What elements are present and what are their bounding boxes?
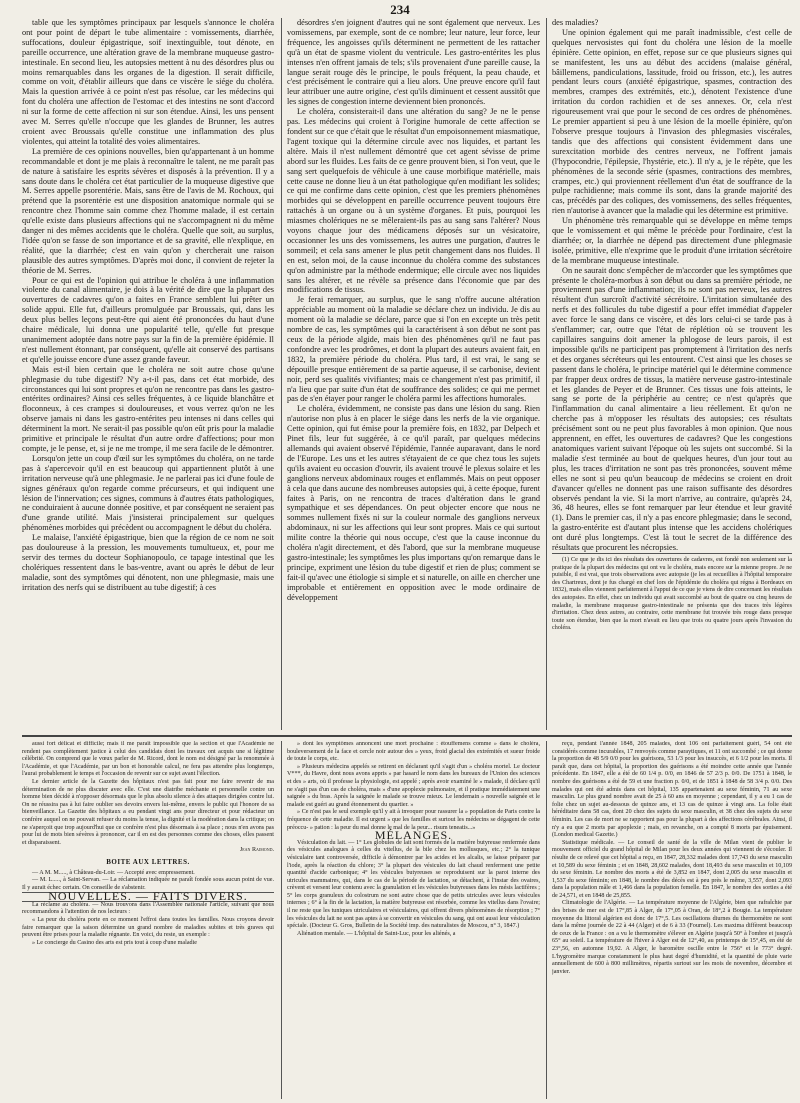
paragraph: Je ferai remarquer, au surplus, que le sang n'offre aucune altération appréciable au moment où la maladie se déclare chez un individu. Je dis au moment où la maladie se déclare, parce que si l'on en excepte un très petit nombre de cas, les symptômes qui la caractérisent à son début ne sont pas ceux de la période algide, mais bien des phénomènes qu'il ne faut pas confondre avec les prodrômes, et dont la plupart des auteurs avaient fait, en 1832, la première période du choléra. Plus tard, il est vrai, le sang se dépouille presque entièrement de sa partie aqueuse, il se carbonise, devient noir, perd ses qualités vivifiantes; mais ce changement n'est pas primitif, il n'a lieu que par suite d'un état de souffrance des solides; ce qui me permet pas de s'en étayer pour ranger le choléra parmi les affections humorales. [287, 295, 540, 404]
author-signature: Jean Raimond. [239, 847, 274, 854]
paragraph: Lorsqu'on jette un coup d'œil sur les symptômes du choléra, on ne tarde pas à s'apercevoir qu'il en est beaucoup qui appartiennent plutôt à une irritation nerveuse qu'à une phlegmasie. Je ne parlerai pas ici d'une foule de signes généraux qu'on regarde comme précurseurs, et qui indiquent une lésion de l'innervation; ces signes, communs à d'autres états pathologiques, ne conduiraient à aucune donnée positive, et par conséquent ne seraient pas d'une grande utilité. Mais j'insisterai principalement sur quelques phénomènes morbides qui précèdent ou accompagnent le début du choléra. [22, 453, 274, 533]
paragraph: Le dernier article de la Gazette des hôpitaux n'est pas fait pour me faire revenir de ma détermination de ne plus discuter avec elle. C'est une diatribe méchante et personnelle contre un homme bien décidé à n'opposer désormais que le plus absolu silence à des attaques dirigées contre lui. On ne réussira pas à lui faire oublier ses devoirs envers lui-même, envers le public qui l'honore de sa bienveillance. La Gazette des hôpitaux a eu pendant vingt ans pour directeur et pour rédacteur un confrère auquel on ne pouvait refuser du moins la tenue, la dignité et la modération dans la critique; on ne s'aperçoit que trop aujourd'hui que ce confrère n'est plus désormais à sa place ; nous n'en avons pas pour lui de mots bien sévères à prononcer, car il en est des personnes comme des choses, elles passent et disparaissent. [22, 778, 274, 846]
paragraph: Une opinion également qui me paraît inadmissible, c'est celle de quelques nervosistes qui font du choléra une lésion de la moelle épinière. Cette opinion, en effet, repose sur ce que plusieurs signes qui se manifestent, les uns au début des accidens (malaise général, bâillemens, pandiculations, lassitude, froid ou frisson, etc.), les autres pendant leurs cours (anxiété épigastrique, spasmes, contraction des membres, crampes des extrémités, etc.), dénotent l'existence d'une irritation du cordon rachidien et de ses annexes. Or, cela n'est rigoureusement vrai que pour le second de ces ordres de phénomènes. Le premier appartient si peu à une lésion de la moelle épinière, qu'on l'observe presque toujours à l'invasion des phlegmasies viscérales, tandis que des affections qui consistent évidemment dans une surexcitation morbide des centres nerveux, ne l'offrent jamais (l'hypocondrie, l'épilepsie, l'hystérie, etc.). Il n'y a, je le répète, que les phénomènes de la seconde série (spasmes, contractions des membres, crampes, etc.) qui proviennent réellement d'un état de souffrance de la pulpe rachidienne; mais comme ils sont, dans la grande majorité des cas, précédés par des coliques, des vomissemens, des selles fréquentes, rien n'autorise à avancer que la maladie qui les détermine est primitive. [552, 27, 792, 216]
paragraph: Le malaise, l'anxiété épigastrique, bien que la région de ce nom ne soit pas douloureuse à la pression, les mouvements tumultueux, et, pour me servir des termes du docteur Sophianopoulo, ce tapage intestinal que les cholériques ressentent dans le bas-ventre, avant ou après le début de leur maladie, sont des symptômes qui dénotent, non une phlegmasie, mais une irritation des nerfs qui se distribuent au tube digestif; à ces [22, 533, 274, 592]
upper-column-1 [22, 18, 274, 728]
section-divider [22, 735, 792, 737]
paragraph: La première de ces opinions nouvelles, bien qu'appartenant à un homme recommandable et dont je me plais à reconnaître le talent, ne me paraît pas de nature à satisfaire les esprits sévères et disposés à la prévention. Il y a sans doute dans le choléra cet état particulier de la muqueuse digestive que M. Serres appelle psorentérie. Mais, sans être de l'avis de M. Rochoux, qui prétend que la psorentérie est une disposition anatomique normale qui se rencontre chez l'homme sain comme chez l'homme malade, il est certain qu'elle existe dans plusieurs affections qui ne s'accompagnent ni du même danger ni des mêmes accidents que le choléra. Quelle que soit, au surplus, l'idée qu'on se fasse de son importance et de sa gravité, elle n'explique, en réalité, que la diarrhée; c'est en vain qu'on y chercherait une raison plausible des autres symptômes. D'après moi donc, il convient de rejeter la théorie de M. Serres. [22, 146, 274, 275]
paragraph: désordres s'en joignent d'autres qui ne sont également que nerveux. Les vomissemens, par exemple, sont de ce nombre; leur nature, leur force, leur fréquence, les angoisses qu'ils déterminent ne permettent de les rattacher qu'à un état de spasme violent du ventricule. Les gastro-entérites les plus intenses n'en offrent jamais de tels; s'ils provenaient d'une pareille cause, la langue serait rouge dès le principe, le pouls fréquent, la peau chaude, et c'est précisément le contraire qui a lieu alors. Une preuve encore qu'il faut leur attribuer une autre origine, c'est qu'ils diminuent et cessent aussitôt que les signes de congestion interne deviennent bien prononcés. [287, 18, 540, 107]
paragraph: Le choléra, évidemment, ne consiste pas dans une lésion du sang. Rien n'autorise non plus à en placer le siége dans les nerfs de la vie organique. Cette opinion, qui fut émise pour la première fois, en 1832, par Delpech et Pinet fils, leur fut suggérée, à ce qu'il paraît, par quelques médecins allemands qui avaient observé l'épidémie, l'année auparavant, dans le nord de l'Europe. Les uns et les autres s'étayaient de ce que chez tous les sujets qu'ils avaient eu occasion d'ouvrir, ils avaient trouvé le plexus solaire et les ganglions nerveux abdominaux rouges et enflammés. Mais on peut opposer à cela que dans aucune des nombreuses autopsies qui, à cette époque, furent faites à Paris, on ne rencontra de traces d'altération dans le grand sympathique et ses dépendances. On peut objecter encore que nous ne sommes nullement fixés ni sur la couleur normale des ganglions nerveux abdominaux, ni sur les affections qui leur sont propres. Mais ce qui surtout milite contre la théorie qui nous occupe, c'est que la cause inconnue du choléra n'agit directement, et dès l'abord, que sur la membrane muqueuse gastro-intestinale; les symptômes les plus importans qu'on remarque dans le principe, expriment une lésion du tube digestif et rien de plus; comment se fait-il qu'avec une étiologie si simple et si naturelle, on aille en chercher une improbable et entièrement en opposition avec le mode ordinaire de développement [287, 404, 540, 602]
paragraph: » dont les symptômes annoncent une mort prochaine : étouffemens comme » dans le choléra, bouleversement de la face et cercle noir autour des » yeux, froid glacial des extrémités et sueur froide de toute le corps, etc. [287, 741, 540, 763]
paragraph: » Le concierge du Casino des arts est pris tout à coup d'une maladie [32, 939, 197, 946]
page-number: 234 [390, 2, 410, 17]
paragraph: Le choléra, consisterait-il dans une altération du sang? Je ne le pense pas. Les médecins qui croient à l'origine humorale de cette affection se fondent sur ce que c'était que le résultat d'un empoisonnement miasmatique, l'agent toxique qui la détermine circule avec nos liquides, et partant les altère. Mais il n'est nullement démontré que cet agent sévisse de prime abord sur les fluides. Les faits de ce genre prouvent bien, si l'on veut, que le sang sert quelquefois de véhicule à une cause morbifique matérielle, mais cette cause ne donne lieu à un état pathologique qu'en modifiant les solides; ce qui me confirme dans cette opinion, c'est que les premiers phénomènes morbides qui se développent en pareille occurrence peuvent toujours être rattachés à un organe ou à un système d'organes. Et puis, pourquoi les miasmes cholériques ne se mêleraient-ils pas au sang sans l'altérer? Nous voyons chaque jour des médicamens déposés sur un vésicatoire, occasionner les uns des vomissemens, les autres une purgation, d'autres le sommeil; et cela sans amener le plus petit changement dans nos fluides. Il en est, selon moi, de la cause inconnue du choléra comme des substances qu'on administre par la méthode endermique; elle circule avec nos liquides sans les altérer, et ne révèle sa présence dans l'économie que par des modifications de tissus. [287, 107, 540, 295]
upper-column-2 [287, 18, 540, 730]
paragraph: Aliénation mentale. — L'hôpital de Saint-Luc, pour les aliénés, a [297, 930, 456, 937]
column-rule [281, 18, 282, 730]
lower-column-1 [22, 741, 274, 1099]
lower-column-3 [552, 741, 792, 1099]
paragraph: aussi fort délicat et difficile; mais il me paraît impossible que la section et que l'Académie ne rendent pas complètement justice à celui des candidats dont les travaux ont acquis une si légitime célébrité. On comprend que le vœux parler de M. Ricord, dont le nom est désigné par la renommée à l'Académie, et que l'Académie, par un bon et honorable calcul, ne fera pas attendre plus longtemps, l'aurai probablement le temps et l'occasion de revenir sur ce sujet avant l'élection. [22, 741, 274, 778]
paragraph: Mais est-il bien certain que le choléra ne soit autre chose qu'une phlegmasie du tube digestif? N'y a-t-il pas, dans cet état morbide, des circonstances qui lui sont propres et qu'on ne rencontre pas dans les gastro-entérites ordinaires? Ainsi ces selles fréquentes, à ce liquide blanchâtre et floconneux, à ces crampes si douloureuses, et vous verrez qu'on ne les observe jamais ni dans les gastro-entérites peu intenses ni dans celles qui déterminent la mort. Ne serait-il pas possible qu'on eût pris pour la maladie primitive et principale le résultat d'un autre ordre d'affections; pour mon compte, je le pense, et, si je ne me trompe, il me sera facile de le démontrer. [22, 364, 274, 453]
paragraph: Pour ce qui est de l'opinion qui attribue le choléra à une inflammation violente du canal alimentaire, je dois à la vérité de dire que la plupart des ouvertures de cadavres qu'on a faites en France semblent lui prêter un solide appui. Elle fut, d'ailleurs promulguée par Broussais, qui, dans les deux plus belles leçons peut-être qui aient été prononcées du haut d'une chaire médicale, lui donna une popularité telle, qu'elle fut presque unanimement adoptée dans notre pays sur la fin de la première épidémie. Il n'est nullement étonnant, par conséquent, qu'elle ait conservé des partisans et qu'elle jouisse encore d'une assez grande faveur. [22, 275, 274, 364]
paragraph: Climatologie de l'Algérie. — La température moyenne de l'Algérie, bien que rafraîchie par des brises de mer est de 17°,85 à Alger, de 17°,05 à Oran, de 18°,2 à Bougie. La température moyenne du littoral algérien est donc de 17°,5. Les oscillations diurnes du thermomètre ne sont dans la même journée de 22 à 44 (Alger) et de 6 à 33 (Fournel). Les maxima diffèrent beaucoup de ceux de la France : on a vu le thermomètre s'élever en Algérie jusqu'à 50° à l'ombre et jusqu'à 65° au soleil. La température de l'hiver à Alger est de 12°,40, au printemps de 15°,45, en été de 23°,56, en automne 19,92. A Alger, le baromètre oscille entre le 756° et le 773° degré. L'hygromètre marque constamment le plus haut degré d'humidité, et la quantité de pluie varie annuellement de 600 à 800 millimètres, répartis surtout sur les mois de novembre, décembre et janvier. [552, 900, 792, 975]
paragraph: La réclame au choléra. — Nous trouvons dans l'Assemblée nationale l'article, suivant que nous recommandons à l'attention de nos lecteurs : [22, 901, 274, 916]
lower-column-2 [287, 741, 540, 1099]
paragraph: » Plusieurs médecins appelés se retirent en déclarant qu'il s'agit d'un » choléra mortel. Le docteur V***, du Havre, dont nous avons appris » par hasard le nom dans les bureaux de l'Union des sciences et des » arts, où il professe la physiologie, est appelé ; après avoir examiné le » malade, il déclare qu'il ne s'agit pas d'un cas de choléra, mais » d'une apoplexie pulmonaire, et il pratique immédiatement une saignée » du bras. Après la saignée le malade se trouve mieux. Le lendemain » nouvelle saignée et le malade est guéri au grand étonnement du quartier. » [287, 763, 540, 808]
paragraph: « La peur du choléra porte en ce moment l'effroi dans toutes les familles. Nous croyons devoir faire remarquer que la saison détermine un grand nombre de maladies subites et très graves qui peuvent être prises pour la maladie régnante. En voici, du reste, un exemple : [22, 917, 274, 939]
section-heading-boite: BOITE AUX LETTRES. [106, 857, 190, 866]
paragraph: des maladies? [552, 18, 599, 27]
section-heading-nouvelles: NOUVELLES. — FAITS DIVERS. [22, 892, 274, 902]
footnote: (1) Ce que je dis ici des résultats des ouvertures de cadavres, est fondé non seulement sur la pratique de la plupart des médecins qui ont vu le choléra, mais encore sur la mienne propre. Je ne puisible, il est vrai, que trois observations avec autopsie (je les ai recueillies à l'hôpital temporaire des Chartreux, dont je fus chargé en chef lors de l'épidémie du choléra qui régna à Bordeaux en 1832), mais elles viennent parfaitement à l'appui de ce que je viens de dire concernant les résultats des autopsies. En effet, chez un individu qui avait succombé au bout de quatre ou cinq heures de maladie, la membrane muqueuse gastro-intestinale ne présenta que des traces très légères d'irritation. Chez deux autres, au contraire, cette membrane fut trouvée très rouge dans presque toute son étendue, bien que la mort n'avait eu lieu que trois ou quatre jours après l'invasion du choléra. [552, 553, 792, 633]
column-rule [281, 741, 282, 1099]
column-rule [546, 741, 547, 1099]
paragraph: » Ce n'est pas le seul exemple qu'il y ait à invoquer pour rassurer la » population de Paris contre la fréquence de cette maladie. Il est urgent » que les familles et surtout les médecins se dégagent de cette préoccu- » pation : la peur du mal donne le mal de la peur... risum teneatis...» [287, 809, 540, 831]
paragraph: — A M. M....., à Château-du-Loir. — Accepté avec empressement. [32, 869, 195, 876]
paragraph: table que les symptômes principaux par lesquels s'annonce le choléra ont pour point de départ le tube alimentaire : vomissements, diarrhée, suffocations, douleur épigastrique, soif inextinguible, tout dénote, en pareille occurrence, une altération grave de la membrane muqueuse gastro-intestinale. En second lieu, les autopsies mettent à nu des désordres plus ou moins remarquables dans les organes de la digestion. Il serait difficile, comme on voit, d'établir ailleurs que dans ce viscère le siége du choléra. Mais la question arrivée à ce point n'est pas résolue, car les médecins qui font du choléra une affection de l'estomac et des intestins ne sont d'accord ni sur la forme de cette affection ni sur son étendue. Ainsi, les uns pensent avec M. Serres qu'elle n'occupe que les glandes de Brunner, les autres croient avec Broussais qu'elle constitue une inflammation des plus violentes, qui atteint la totalité des voies alimentaires. [22, 18, 274, 146]
paragraph: reçu, pendant l'année 1848, 205 malades, dont 106 ont parfaitement guéri, 54 ont été considérés comme incurables, 17 renvoyés comme paraytiques, et 11 ont succombé ; ce qui donne la proportion de 48 5/9 0/0 pour les guérisons, 53 1/3 pour les insuccès, et 6 1/2 pour les morts. Il paraît que, dans cet hôpital, la proportion des guérisons a été moindre cette année que l'année précédente. En 1847, elle a été de 60 1/4 p. 0/0, en 1846 de 57 2/3 p. 0/0. De 1751 à 1848, le nombre des guérisons a été de 59 et une fraction p. 0/0, et de 1851 à 1848 de 58 3/4 p. 0/0. Des malades qui ont été admis dans cet hôpital, 135 appartenaient au sexe féminin, 71 au sexe masculin. Le plus grand nombre avait de 25 à 60 ans en moyenne ; cependant, il y a eu 1 cas de folie chez un sujet au-dessous de quinze ans, et 13 cas de quinze à vingt ans. La folie était héréditaire dans 58 cas, dont 20 chez des sujets du sexe masculin, et 38 chez des sujets du sexe féminin. Les cas de mort ne se rapportent pas pour la plupart à des affections cérébrales. Ainsi, il n'y a eu que 2 morts par apoplexie ; mais, en revanche, on a compté 8 morts par épuisement. (London medical Gazette.) [552, 741, 792, 839]
upper-column-3 [552, 18, 792, 730]
column-rule [546, 18, 547, 730]
paragraph: On ne saurait donc s'empêcher de m'accorder que les symptômes que présente le choléra-morbus à son début ou dans sa première période, ne proviennent pas d'une inflammation; ils ne sont pas nerveux, les autres résultent d'un surcroît d'activité sécrétoire. L'irritation simultanée des nerfs et des follicules du tube digestif a pour effet immédiat d'appeler avec force le sang dans ce viscère, et dès lors celui-ci se tarde pas à s'enflammer; car, outre que l'état de réplétion où se trouvent les capillaires sanguins doit amener la phlogose de leurs parois, il est impossible qu'ils ne participent pas promptement à l'irritation des nerfs et des organes sécréteurs qui les entourent. C'est ainsi que les choses se passent dans le choléra, le principe matériel qui le détermine commence par frapper deux ordres de tissus, la matière nerveuse gastro-intestinale et les glandes de Peyer et de Brunner. Ces tissus une fois atteints, le sang se porte de la périphérie au centre; ce n'est qu'après que l'inflammation du canal alimentaire a lieu réellement. Et qu'on ne cherche pas à m'opposer les résultats des autopsies; ces résultats précisément sont ou ne peut plus favorables à mon opinion. Que nous apprennent, en effet, les ouvertures de cadavres? Que les congestions anatomiques varient suivant l'époque où les sujets ont succombé. Si la maladie s'est terminée au bout de quelques heures, d'un jour tout au plus, les traces d'irritation ne sont pas très prononcées, souvent même elles ne sont si peu qu'un beaucoup de médecins se croient en droit d'avancer qu'elles ne donnent pas une raison suffisante des désordres observés pendant la vie. Si la mort n'arrive, au contraire, qu'après 24, 36, 48 heures, elles se font remarquer par leur étendue et leur gravité (1). Dans le premier cas, il n'y a pas encore phlegmasie; dans le second, la gastro-entérite est d'autant plus intense que les accidens cholériques ont duré plus longtemps. C'est là tout le secret de la différence des résultats que procurent les nécropsies. [552, 265, 792, 553]
section-heading-melanges: MÉLANGES. [374, 828, 453, 843]
paragraph: Vésiculation du lait. — 1° Les globules de lait sont formés de la matière butyreuse renfermée dans des vésicules analogues à celles du vitellus, de la bile chez les mollusques, etc.; 2° la tunique vésiculaire tant controversée, difficile à démontrer par les acides et les alcalis, se laisse préparer par l'iode, après la réaction du chlore; 3° la plupart des vésicules du lait chaud renferment une petite quantité d'acide carbonique; 4° les vésicules butyreuses se reproduisent sur la paroi interne des utricules mammaires, qui, dans le cas de la période de lactation, se détachent, à l'instar des ovaires, crèvent et versent leur contenu avec la granulation et les vésicules butyreuses dans les mésis lactifères ; 5° les corps granuleux du colostrum ne sont autre chose que de petits utricules avec leurs vésicules internes ; 6° à la fin de la lactation, la matière butyreuse est résorbée, comme les vitellus dans l'ovaire; il ne reste que les tuniques utriculaires et vésiculaires, qui offrent divers phénomènes de résorption ; 7° les vésicules du lait ne sont pas aptes à se convertir en vésicules du sang, qui ont aussi leur vésiculation spéciale. (Docteur G. Gros, Bulletin de la Société imp. des naturalistes de Moscou, n° 3, 1847.) [287, 839, 540, 930]
paragraph: Un phénomène très remarquable qui se développe en même temps que le vomissement et qui même le précède pour l'ordinaire, c'est la diarrhée; or, la diarrhée ne dépend pas directement d'une phlegmasie isolée, primitive, elle n'exprime que le produit d'une irritation sécrétoire de la membrane muqueuse intestinale. [552, 216, 792, 265]
paragraph: Statistique médicale. — Le conseil de santé de la ville de Milan vient de publier le mouvement officiel du grand hôpital de Milan pour les deux années qui viennent de s'écouler. Il résulte de ce relevé que cet hôpital a reçu, en 1847, 28,332 malades dont 17,743 du sexe masculin et 10,589 du sexe féminin ; et en 1848, 28,602 malades, dont 18,493 du sexe masculin et 10,109 du sexe féminin. Le nombre des morts a été de 3,852 en 1847, dont 2,005 du sexe masculin et 1,537 du sexe féminin; en 1848, le nombre des décès est à peu près le même, 3,557, dont 2,093 dans la population mâle et 1,466 dans la population femelle. En 1847, le nombre des sorties a été de 24,571, et en 1848 de 25,855. [552, 839, 792, 899]
paragraph: — M. L....., à Saint-Servan. — La réclamation indiquée ne paraît fondée sous aucun point de vue. Il y aurait échec certain. On conseille de s'abstenir. [22, 877, 274, 891]
